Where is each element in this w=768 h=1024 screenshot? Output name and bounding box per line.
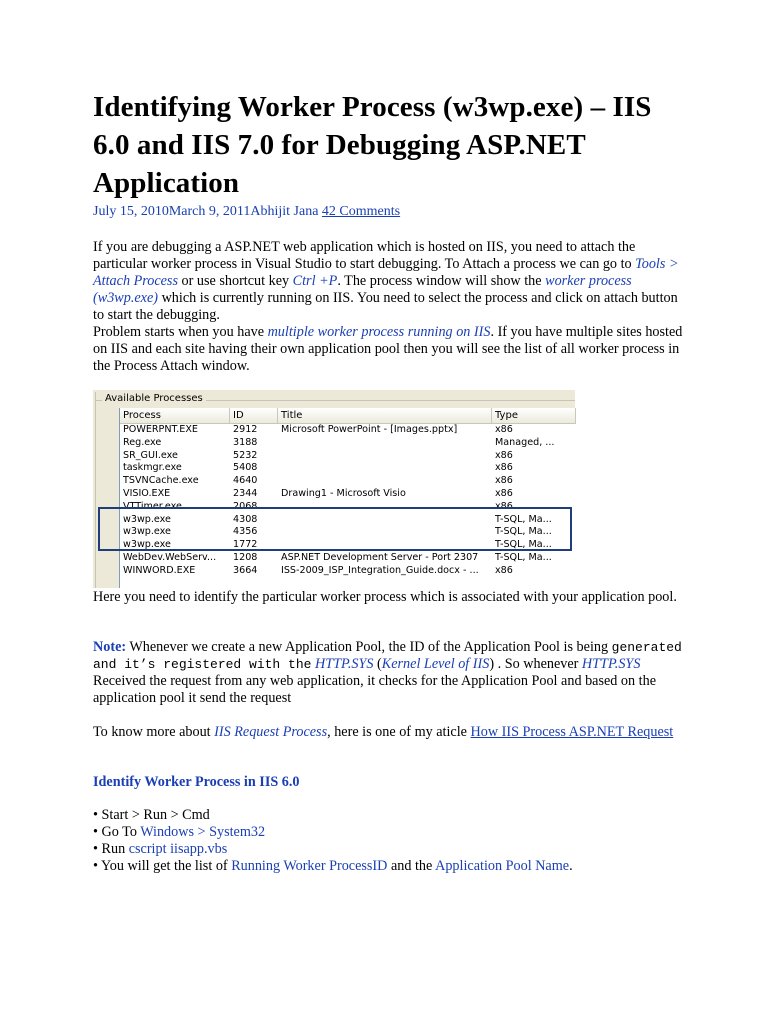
cell-id: 4356 xyxy=(233,526,258,538)
text: If you are debugging a ASP.NET web application which is hosted on IIS, you need to attach the particular worker process in Visual Studio to start debugging. To Attach a process we can go to xyxy=(93,239,636,272)
text: and the xyxy=(387,858,436,874)
text: • Go To xyxy=(93,824,141,840)
note-label: Note: xyxy=(93,639,127,655)
cell-process: w3wp.exe xyxy=(123,526,171,538)
process-list-header xyxy=(120,408,576,424)
cell-id: 5232 xyxy=(233,449,258,461)
table-row[interactable] xyxy=(120,462,576,475)
cell-type: x86 xyxy=(495,487,513,499)
list-item xyxy=(93,858,683,875)
iis-request-article-link[interactable]: How IIS Process ASP.NET Request xyxy=(470,724,674,740)
text: Running Worker ProcessID xyxy=(231,858,388,874)
group-title: Available Processes xyxy=(102,393,206,404)
cell-id: 1772 xyxy=(233,539,258,551)
cell-process: Reg.exe xyxy=(123,436,162,448)
cell-process: VTTimer.exe xyxy=(123,500,182,512)
emphasis: multiple worker process running on IIS xyxy=(267,324,491,340)
table-row[interactable] xyxy=(120,450,576,463)
cell-type: x86 xyxy=(495,475,513,487)
steps-list xyxy=(93,807,683,875)
cell-title xyxy=(278,437,492,450)
table-row[interactable] xyxy=(120,488,576,501)
cell-type: T-SQL, Ma... xyxy=(495,551,552,563)
cell-process: w3wp.exe xyxy=(123,539,171,551)
cell-id: 3664 xyxy=(233,564,258,576)
text: , here is one of my aticle xyxy=(327,724,471,740)
cell-process: VISIO.EXE xyxy=(123,487,171,499)
column-title[interactable]: Title xyxy=(278,408,492,424)
text: To know more about xyxy=(93,724,215,740)
text: or use shortcut key xyxy=(177,273,293,289)
table-row[interactable] xyxy=(120,424,576,437)
column-id[interactable]: ID xyxy=(230,408,278,424)
list-item xyxy=(93,841,683,858)
cell-process: POWERPNT.EXE xyxy=(123,424,198,435)
cell-id: 2068 xyxy=(233,500,258,512)
text: Problem starts when you have xyxy=(93,324,268,340)
process-window-screenshot xyxy=(93,390,575,588)
text: Application Pool Name xyxy=(435,858,570,874)
table-row[interactable] xyxy=(120,475,576,488)
note-paragraph xyxy=(93,639,683,707)
cell-title: ISS-2009_ISP_Integration_Guide.docx - ... xyxy=(281,564,479,576)
cell-type: T-SQL, Ma... xyxy=(495,539,552,551)
text: • Start > Run > Cmd xyxy=(93,807,210,823)
cell-type: T-SQL, Ma... xyxy=(495,526,552,538)
emphasis: Kernel Level of IIS xyxy=(381,656,490,672)
text: Whenever we create a new Application Pool, the ID of the Application Pool is being xyxy=(126,639,612,655)
cell-type: x86 xyxy=(495,564,513,576)
cell-title xyxy=(278,462,492,475)
emphasis: Ctrl +P xyxy=(292,273,338,289)
text: Windows > System32 xyxy=(140,824,266,840)
cell-id: 2344 xyxy=(233,487,258,499)
identify-paragraph: Here you need to identify the particular worker process which is associated with your application pool. xyxy=(93,589,677,605)
article-meta xyxy=(93,204,400,220)
comments-link[interactable]: 42 Comments xyxy=(321,204,401,219)
text: cscript iisapp.vbs xyxy=(128,841,228,857)
cell-process: w3wp.exe xyxy=(123,513,171,525)
column-type[interactable]: Type xyxy=(492,408,576,424)
text: ) . So whenever xyxy=(489,656,582,672)
list-item xyxy=(93,807,683,824)
process-rows xyxy=(120,424,576,578)
text: generated and it’s registered with the xyxy=(93,640,682,672)
date-updated-link[interactable]: March 9, 2011 xyxy=(168,204,251,219)
text: ( xyxy=(373,656,382,672)
cell-id: 4308 xyxy=(233,513,258,525)
section-heading: Identify Worker Process in IIS 6.0 xyxy=(93,774,300,790)
cell-id: 4640 xyxy=(233,475,258,487)
column-process[interactable]: Process xyxy=(120,408,230,424)
cell-title: Drawing1 - Microsoft Visio xyxy=(281,487,406,499)
cell-type: Managed, ... xyxy=(495,436,555,448)
cell-title xyxy=(278,475,492,488)
emphasis: IIS Request Process xyxy=(214,724,328,740)
date-published-link[interactable]: July 15, 2010 xyxy=(93,204,169,219)
cell-type: x86 xyxy=(495,424,513,435)
cell-title xyxy=(278,450,492,463)
article-title: Identifying Worker Process (w3wp.exe) – IIS 6.0 and IIS 7.0 for Debugging ASP.NET Application xyxy=(93,91,652,199)
cell-title: ASP.NET Development Server - Port 2307 xyxy=(281,551,479,563)
text: . If you have multiple sites hosted on IIS and each site having their own application pool then you will see the list of all worker process in the Process Attach window. xyxy=(93,324,683,374)
cell-title: Microsoft PowerPoint - [Images.pptx] xyxy=(281,424,458,435)
cell-process: WINWORD.EXE xyxy=(123,564,196,576)
emphasis: worker process (w3wp.exe) xyxy=(93,273,632,306)
w3wp-highlight-box xyxy=(98,507,572,551)
cell-type: x86 xyxy=(495,500,513,512)
cell-type: x86 xyxy=(495,449,513,461)
text: • You will get the list of xyxy=(93,858,232,874)
table-row[interactable] xyxy=(120,437,576,450)
table-row[interactable] xyxy=(120,565,576,578)
cell-process: SR_GUI.exe xyxy=(123,449,178,461)
emphasis: HTTP.SYS xyxy=(314,656,374,672)
cell-type: x86 xyxy=(495,462,513,474)
cell-process: TSVNCache.exe xyxy=(123,475,199,487)
list-item xyxy=(93,824,683,841)
intro-paragraph xyxy=(93,239,683,375)
cell-type: T-SQL, Ma... xyxy=(495,513,552,525)
author-link[interactable]: Abhijit Jana xyxy=(250,204,319,219)
cell-id: 3188 xyxy=(233,436,258,448)
text: . xyxy=(569,858,573,874)
emphasis: Tools > Attach Process xyxy=(93,256,679,289)
cell-id: 2912 xyxy=(233,424,258,435)
cell-process: WebDev.WebServ... xyxy=(123,551,217,563)
text: which is currently running on IIS. You need to select the process and click on attach button to start the debugging. xyxy=(93,290,678,323)
emphasis: HTTP.SYS xyxy=(581,656,641,672)
table-row[interactable] xyxy=(120,552,576,565)
cell-id: 5408 xyxy=(233,462,258,474)
process-list[interactable] xyxy=(119,408,576,588)
text: • Run xyxy=(93,841,129,857)
text: . The process window will show the xyxy=(337,273,546,289)
more-info-paragraph xyxy=(93,724,683,741)
cell-process: taskmgr.exe xyxy=(123,462,182,474)
cell-id: 1208 xyxy=(233,551,258,563)
text: Received the request from any web application, it checks for the Application Pool and based on the application pool it send the request xyxy=(93,673,656,706)
